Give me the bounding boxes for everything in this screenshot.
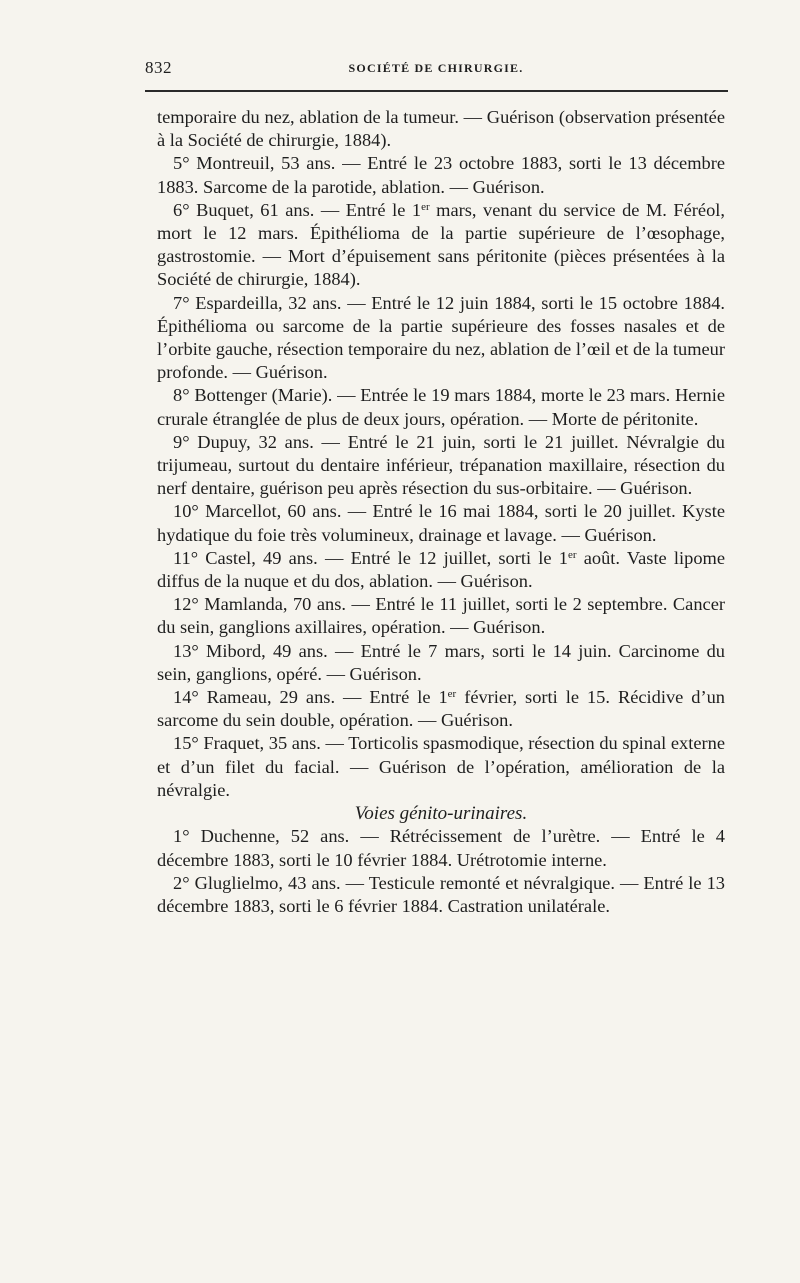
case-11-paragraph: 11° Castel, 49 ans. — Entré le 12 juillet, sorti le 1er août. Vaste lipome diffus de la nuque et du dos, ablation. — Guérison. [157, 547, 725, 592]
case-9-paragraph: 9° Dupuy, 32 ans. — Entré le 21 juin, sorti le 21 juillet. Névralgie du trijumeau, surtout du dentaire inférieur, trépanation maxillaire, résection du nerf dentaire, guérison peu après résection du sus-orbitaire. — Guérison. [157, 431, 725, 499]
case-5-paragraph: 5° Montreuil, 53 ans. — Entré le 23 octobre 1883, sorti le 13 décembre 1883. Sarcome de la parotide, ablation. — Guérison. [157, 153, 725, 197]
case-12-paragraph: 12° Mamlanda, 70 ans. — Entré le 11 juillet, sorti le 2 septembre. Cancer du sein, ganglions axillaires, opération. — Guérison. [157, 594, 725, 638]
page-number: 832 [145, 58, 172, 77]
paragraph-continuation: temporaire du nez, ablation de la tumeur. — Guérison (observation présentée à la Société de chirurgie, 1884). [157, 107, 725, 151]
urinary-case-2-paragraph: 2° Gluglielmo, 43 ans. — Testicule remonté et névralgique. — Entré le 13 décembre 1883, sorti le 6 février 1884. Castration unilatérale. [157, 872, 725, 916]
section-heading: Voies génito-urinaires. [354, 803, 528, 825]
page-header [145, 56, 727, 86]
case-14-paragraph: 14° Rameau, 29 ans. — Entré le 1er février, sorti le 15. Récidive d’un sarcome du sein double, opération. — Guérison. [157, 687, 726, 731]
header-rule [145, 90, 728, 92]
case-13-paragraph: 13° Mibord, 49 ans. — Entré le 7 mars, sorti le 14 juin. Carcinome du sein, ganglions, opéré. — Guérison. [157, 640, 725, 684]
urinary-case-1-paragraph: 1° Duchenne, 52 ans. — Rétrécissement de l’urètre. — Entré le 4 décembre 1883, sorti le 10 février 1884. Urétrotomie interne. [157, 826, 725, 870]
case-10-paragraph: 10° Marcellot, 60 ans. — Entré le 16 mai 1884, sorti le 20 juillet. Kyste hydatique du foie très volumineux, drainage et lavage. — Guérison. [157, 501, 725, 545]
case-7-paragraph: 7° Espardeilla, 32 ans. — Entré le 12 juin 1884, sorti le 15 octobre 1884. Épithélioma ou sarcome de la partie supérieure des fosses nasales et de l’orbite gauche, résection temporaire du nez, ablation de l’œil et de la tumeur profonde. — Guérison. [157, 292, 725, 383]
body-text [157, 106, 725, 918]
running-title: SOCIÉTÉ DE CHIRURGIE. [348, 61, 524, 75]
case-15-paragraph: 15° Fraquet, 35 ans. — Torticolis spasmodique, résection du spinal externe et d’un filet du facial. — Guérison de l’opération, amélioration de la névralgie. [157, 733, 725, 800]
case-6-paragraph: 6° Buquet, 61 ans. — Entré le 1er mars, venant du service de M. Féréol, mort le 12 mars. Épithélioma de la partie supérieure de l’œsophage, gastrostomie. — Mort d’épuisement sans péritonite (pièces présentées à la Société de chirurgie, 1884). [157, 199, 725, 290]
case-8-paragraph: 8° Bottenger (Marie). — Entrée le 19 mars 1884, morte le 23 mars. Hernie crurale étranglée de plus de deux jours, opération. — Morte de péritonite. [157, 385, 725, 429]
